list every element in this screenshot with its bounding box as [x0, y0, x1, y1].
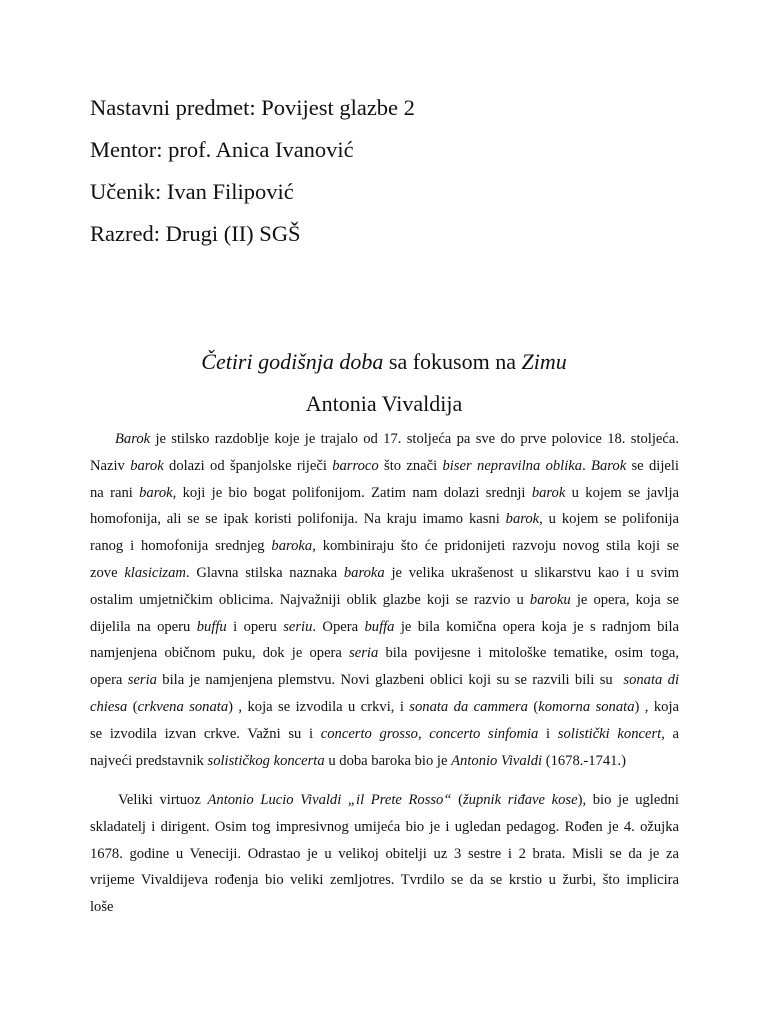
text-run: , koji je bio bogat polifonijom. Zatim nam dolazi srednji	[172, 484, 532, 501]
text-line	[90, 533, 679, 560]
text-run: Naziv	[90, 457, 131, 474]
text-run: što znači	[378, 457, 443, 474]
text-line	[90, 867, 679, 894]
text-run: dolazi od španjolske riječi	[163, 457, 333, 474]
mentor-line: Mentor: prof. Anica Ivanović	[90, 137, 354, 162]
italic-text: klasicizam	[124, 564, 186, 581]
text-run: skladatelj i dirigent. Osim tog impresivnog umijeća bio je i ugledan pedagog. Rođen je 4. ožujka	[90, 818, 679, 835]
title-italic-part-2: Zimu	[521, 349, 567, 374]
text-line	[90, 426, 679, 453]
text-run: u doba baroka bio je	[324, 752, 452, 769]
italic-text: barok	[505, 511, 540, 528]
text-line	[90, 453, 679, 480]
italic-text: concerto grosso	[320, 725, 418, 742]
italic-text: barok	[139, 484, 173, 501]
text-line	[90, 787, 679, 814]
italic-text: Barok	[591, 457, 627, 474]
text-line	[90, 814, 679, 841]
italic-text: sonata di	[623, 672, 680, 689]
grade-line: Razred: Drugi (II) SGŠ	[90, 221, 301, 246]
text-run: je bila komična opera koja je s radnjom bila	[394, 618, 679, 635]
text-line	[90, 841, 679, 868]
text-run: ranog i homofonija srednjeg	[90, 538, 272, 555]
italic-text: buffu	[196, 618, 227, 635]
text-run: Veliki virtuoz	[118, 792, 208, 808]
document-title-line-2: Antonia Vivaldija	[305, 391, 463, 416]
text-line	[90, 894, 679, 921]
italic-text: seria	[127, 672, 157, 689]
title-middle-part: sa fokusom na	[383, 349, 522, 374]
text-line	[90, 506, 679, 533]
italic-text: seriu	[283, 618, 313, 635]
italic-text: baroka	[271, 538, 313, 555]
document-title-line-1	[0, 349, 768, 375]
student-line: Učenik: Ivan Filipović	[90, 179, 294, 204]
text-line	[90, 480, 679, 507]
italic-text: barok	[130, 457, 164, 474]
text-run: . Opera	[312, 618, 365, 635]
text-run: najveći predstavnik	[90, 752, 208, 769]
title-italic-part: Četiri godišnja doba	[201, 349, 384, 374]
text-run: zove	[90, 564, 125, 581]
text-run: dijelila na operu	[90, 618, 197, 635]
text-run: vrijeme Vivaldijeva rođenja bio veliki zemljotres. Tvrdilo se da se krstio u žurbi, što implicira	[90, 872, 679, 889]
italic-text: barroco	[332, 457, 379, 474]
text-line	[90, 694, 679, 721]
text-line	[90, 614, 679, 641]
text-run: (	[451, 792, 463, 808]
italic-text: Barok	[115, 431, 151, 447]
paragraph-vivaldi	[90, 787, 679, 921]
text-run: se izvodila izvan crkve. Važni su i	[90, 725, 321, 742]
text-run: je stilsko razdoblje koje je trajalo od 17. stoljeća pa sve do prve polovice 18. stoljeća.	[150, 431, 679, 447]
text-run: u kojem se javlja	[565, 484, 679, 501]
text-run: ) , koja se izvodila u crkvi, i	[228, 698, 410, 715]
italic-text: sonata da cammera	[409, 698, 528, 715]
text-line	[90, 667, 679, 694]
text-run: . Glavna stilska naznaka	[185, 564, 344, 581]
text-run: 1678. godine u Veneciji. Odrastao je u velikoj obitelji uz 3 sestre i 2 brata. Misli se da je za	[90, 845, 679, 862]
text-run: .	[582, 457, 592, 474]
text-run: (1678.-1741.)	[542, 752, 626, 769]
text-run: i	[538, 725, 558, 742]
text-run: ) , koja	[634, 698, 679, 715]
italic-text: biser nepravilna oblika	[442, 457, 583, 474]
italic-text: Antonio Lucio Vivaldi „il Prete Rosso“	[207, 792, 452, 808]
text-run: homofonija, ali se se ipak koristi polifonija. Na kraju imamo kasni	[90, 511, 506, 528]
document-header	[90, 92, 415, 260]
italic-text: solistički koncert	[557, 725, 662, 742]
paragraph-baroque	[90, 426, 679, 774]
text-run: (	[127, 698, 138, 715]
italic-text: barok	[531, 484, 566, 501]
text-run: (	[527, 698, 539, 715]
italic-text: concerto sinfomia	[429, 725, 539, 742]
text-line	[90, 640, 679, 667]
text-run: , u kojem se polifonija	[539, 511, 679, 528]
text-run: ,	[417, 725, 430, 742]
text-run: ostalim umjetničkim oblicima. Najvažniji oblik glazbe koji se razvio u	[90, 591, 530, 608]
text-line	[90, 560, 679, 587]
text-run: se dijeli	[626, 457, 679, 474]
text-run: na rani	[90, 484, 140, 501]
italic-text: župnik riđave kose	[462, 792, 578, 808]
text-run: opera	[90, 672, 128, 689]
text-run: bila povijesne i mitološke tematike, osim toga,	[378, 645, 679, 662]
text-line	[90, 748, 679, 775]
text-line	[90, 721, 679, 748]
text-run: , kombiniraju što će pridonijeti razvoju novog stila koji se	[312, 538, 679, 555]
text-run: loše	[90, 899, 114, 916]
italic-text: Antonio Vivaldi	[451, 752, 543, 769]
text-run: je velika ukrašenost u slikarstvu kao i u svim	[384, 564, 679, 581]
italic-text: chiesa	[90, 698, 128, 715]
text-run: je opera, koja se	[570, 591, 679, 608]
italic-text: buffa	[364, 618, 395, 635]
italic-text: crkvena sonata	[137, 698, 229, 715]
italic-text: solističkog koncerta	[207, 752, 325, 769]
subject-line: Nastavni predmet: Povijest glazbe 2	[90, 95, 415, 120]
text-run: i operu	[226, 618, 284, 635]
text-run: namjenjena običnom puku, dok je opera	[90, 645, 350, 662]
italic-text: baroka	[343, 564, 385, 581]
italic-text: seria	[349, 645, 379, 662]
text-line	[90, 587, 679, 614]
text-run: ), bio je ugledni	[577, 792, 679, 808]
text-run: bila je namjenjena plemstvu. Novi glazbeni oblici koji su se razvili bili su	[156, 672, 624, 689]
italic-text: komorna sonata	[538, 698, 635, 715]
italic-text: baroku	[529, 591, 571, 608]
text-run: , a	[661, 725, 680, 742]
